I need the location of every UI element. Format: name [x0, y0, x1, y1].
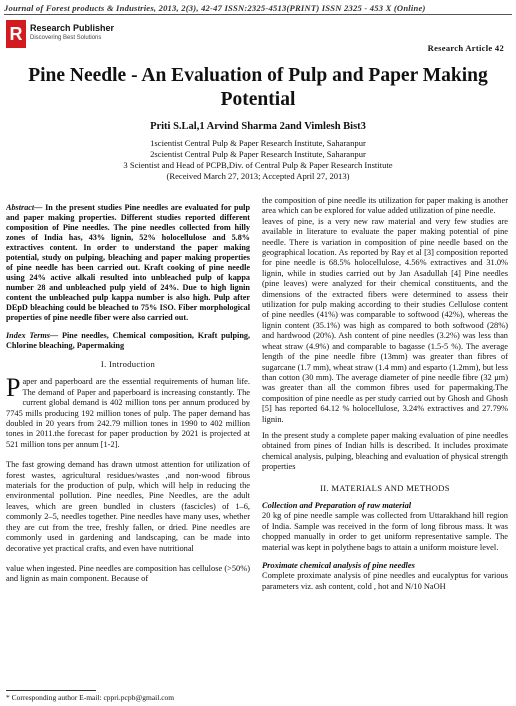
- affiliation-1: 1scientist Central Pulp & Paper Research Institute, Saharanpur: [150, 138, 366, 148]
- publisher-name: Research Publisher: [30, 23, 115, 33]
- abstract: [6, 203, 250, 323]
- intro-paragraph-3: value when ingested. Pine needles are composition has cellulose (>50%) and lignin as main component. Because of: [6, 563, 250, 584]
- index-terms-label: Index Terms—: [6, 331, 59, 340]
- right-column: [262, 196, 508, 690]
- index-terms-text: Pine needles, Chemical composition, Kraft pulping, Chlorine bleaching, Papermaking: [6, 331, 250, 350]
- header-rule: [4, 14, 512, 15]
- drop-cap: P: [6, 373, 21, 403]
- publisher-logo-icon: R: [6, 20, 26, 48]
- intro-paragraph-1: [6, 373, 250, 450]
- intro-paragraph-1-text: aper and paperboard are the essential requirements of human life. The demand of Paper and paperboard is increasing constantly. The current global demand is 402 million tons per annum produced by 7745 mills producing 192 million tones of pulp. The paper demand has doubled in 20 years from 242.79 million tones in 1990 to 402 million tones in 2011.the forecast for paper production by 2021 is projected at 521 million tons per annum [1-2].: [6, 377, 250, 449]
- right-paragraph-1: the composition of pine needle its utilization for paper making is another area which can be explored for value added utilization of pine needle.: [262, 196, 508, 216]
- authors: Priti S.Lal,1 Arvind Sharma 2and Vimlesh Bist3: [150, 121, 366, 132]
- publisher-logo: [6, 20, 126, 52]
- subsection-collection: Collection and Preparation of raw material: [262, 500, 412, 510]
- right-paragraph-3: In the present study a complete paper making evaluation of pine needles obtained from pines of Indian hills is described. It includes proximate chemical analysis, pulping, bleaching and evaluation of physical strength properties: [262, 430, 508, 472]
- paper-title: Pine Needle - An Evaluation of Pulp and Paper Making Potential: [28, 65, 488, 110]
- journal-header: Journal of Forest products & Industries, 2013, 2(3), 42-47 ISSN:2325-4513(PRINT) ISSN 2325 - 453 X (Online): [4, 3, 426, 13]
- abstract-text: In the present studies Pine needles are evaluated for pulp and paper making properties. Different studies reported different composition of Pine needles. The pine needles collected from hilly zones of India has, 43% lignin, 52% holocellulose and 5.8% extractives content. In order to understand the paper making potential, study on pulping, bleaching and paper making properties of pine needle has been carried out. Kraft cooking of pine needle using 24% active alkali resulted into unbleached pulp of kappa number 28 and unbleached pulp yield of 24%. Due to high lignin content the unbleached pulp kappa number is also high. Pulp after DEpD bleaching could be bleached to 75% ISO. Fiber morphological properties of pine needle fiber were also carried out.: [6, 203, 250, 322]
- publisher-tagline: Discovering Best Solutions: [30, 35, 102, 41]
- collection-paragraph: 20 kg of pine needle sample was collected from Uttarakhand hill region of India. Sample was received in the form of long fibrous mass. It was chopped manually in order to get uniform representative sample. The material was kept in polythene bags to attain a uniform moisture level.: [262, 511, 508, 552]
- index-terms: [6, 331, 250, 351]
- article-type: Research Article 42: [427, 43, 504, 53]
- received-dates: (Received March 27, 2013; Accepted April 27, 2013): [166, 171, 350, 181]
- footnote-email: * Corresponding author E-mail: cppri.pcpb@gmail.com: [6, 693, 175, 702]
- abstract-label: Abstract—: [6, 203, 43, 212]
- left-column: [6, 203, 250, 683]
- intro-paragraph-2: The fast growing demand has drawn utmost attention for utilization of forest wastes, agricultural residues/wastes ,and non-wood fibrous materials for the production of pulp, which will help in reducing the environmental pollution. Pine needles, Pine Needles, are the adult leaves, which are green bundled in clusters (fascicles) of 1–6, commonly 2–5, needles together. Pine needles have many uses, whether they are cut from the tree, freshly fallen, or dried. Pine needles are commonly used in gardening and landscaping, can be made into decorative yet practical crafts, and even have nutritional: [6, 460, 250, 553]
- subsection-proximate: Proximate chemical analysis of pine needles: [262, 561, 415, 570]
- section-materials: II. MATERIALS AND METHODS: [320, 482, 450, 493]
- proximate-paragraph: Complete proximate analysis of pine needles and eucalyptus for various parameters viz. ash content, cold , hot and N/10 NaOH: [262, 571, 508, 591]
- affiliation-3: 3 Scientist and Head of PCPB,Div. of Central Pulp & Paper Research Institute: [123, 160, 393, 170]
- affiliation-2: 2scientist Central Pulp & Paper Research Institute, Saharanpur: [150, 149, 366, 159]
- section-introduction: I. Introduction: [100, 359, 156, 369]
- right-paragraph-2: leaves of pine, is a very new raw material and very few studies are available in literature to evaluate the paper making potential of pine needle. There is variation in composition of pine needle based on the geographical location. As reported by Ray et al [3] composition reported for pine needle is 68.5% holocellulose, 4.56% extractives and 31.0% lignin, while in studies carried out by Jan Asadullah [4] Pine needles (pine leaves) were analyzed for their chemical constituents, and the dimensions of the extracted fibers were determined to assess their utilization for pulp making according to their studies Cellulose content of pine needles (41%) was comparable to softwood (42%), whereas the lignin content (35.1%) was high as compared to both softwood (28%) and hardwood (20%). Ash content of pine needles (3.2%) was less than wheat straw (4.9%) and comparable to bagasse (1.5-5 %). The average length of the pine needle fibre (13mm) was greater than fibres of sugarcane (1.7 mm), wheat straw (1.4 mm) and esparto (1.2mm), but less than cotton (30 mm). The average diameter of pine needle fibre (32 μm) was greater than all the common fibres used for papermaking.The composition of pine needle as per study carried out by Ghosh and Ghosh [5] has reported 64.12 % holocellulose, 3.24% extractives and 27.79% lignin.: [262, 216, 508, 424]
- footnote-rule: [6, 690, 96, 691]
